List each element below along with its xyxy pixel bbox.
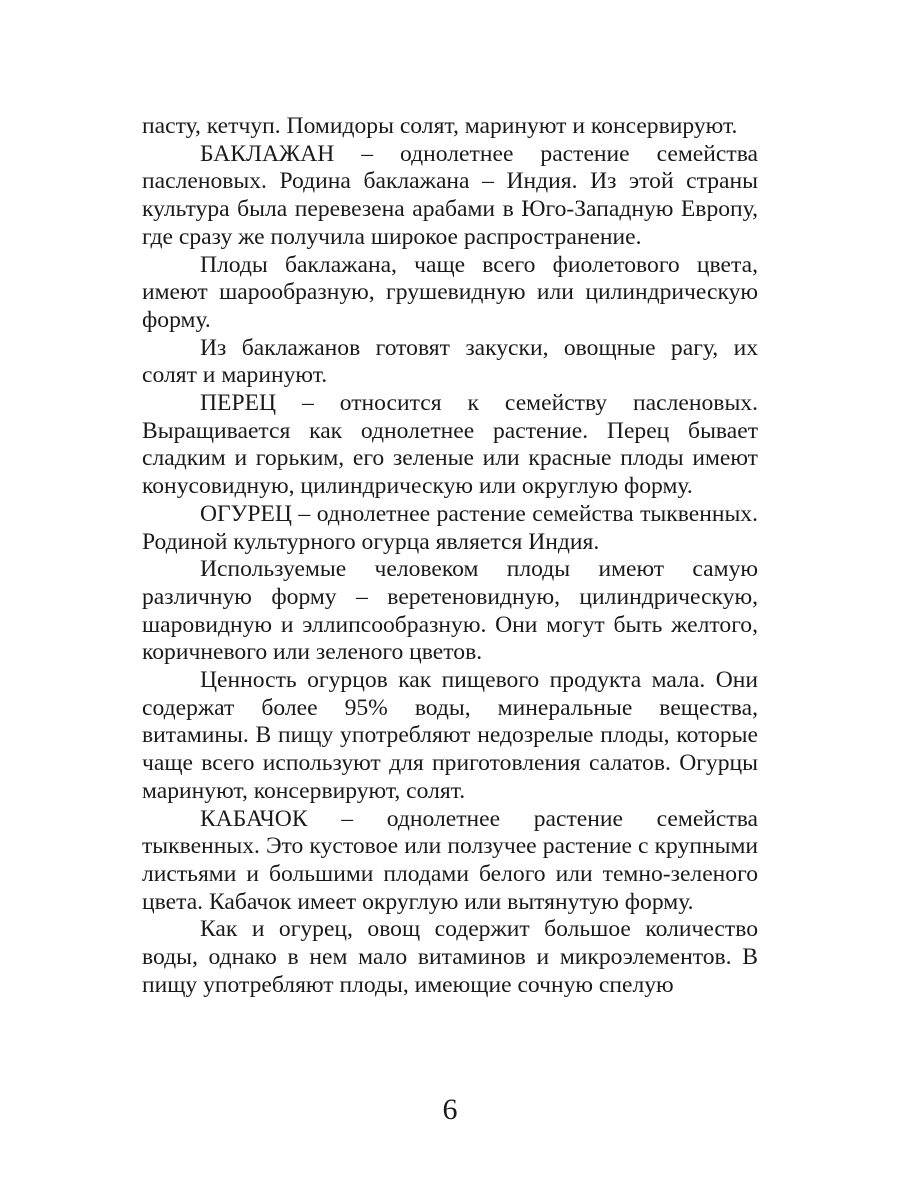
- paragraph-cucumber-value: Ценность огурцов как пищевого продукта мала. Они содержат более 95% воды, минеральные вещества, витамины. В пищу употребляют недозрелые плоды, которые чаще всего используют для приготовления салатов. Огурцы маринуют, консервируют, солят.: [142, 667, 758, 804]
- paragraph-continuation: пасту, кетчуп. Помидоры солят, маринуют и консервируют.: [142, 113, 738, 139]
- paragraph-eggplant-uses: Из баклажанов готовят закуски, овощные рагу, их солят и маринуют.: [142, 334, 758, 389]
- paragraph-zucchini-uses: Как и огурец, овощ содержит большое количество воды, однако в нем мало витаминов и микроэлементов. В пищу употребляют плоды, имеющие сочную спелую: [142, 916, 758, 998]
- paragraph-cucumber-fruit: Используемые человеком плоды имеют самую различную форму – веретеновидную, цилиндрическую, шаровидную и эллипсообразную. Они могут быть желтого, коричневого или зеленого цветов.: [142, 556, 758, 666]
- paragraph-pepper: ПЕРЕЦ – относится к семейству пасленовых. Выращивается как однолетнее растение. Перец бывает сладким и горьким, его зеленые или красные плоды имеют конусовидную, цилиндрическую или округлую форму.: [142, 390, 758, 500]
- paragraph-cucumber-intro: ОГУРЕЦ – однолетнее растение семейства тыквенных. Родиной культурного огурца является Индия.: [142, 500, 758, 555]
- paragraph-eggplant-intro: БАКЛАЖАН – однолетнее растение семейства пасленовых. Родина баклажана – Индия. Из этой страны культура была перевезена арабами в Юго-Западную Европу, где сразу же получила широкое распространение.: [142, 140, 758, 250]
- paragraph-zucchini-intro: КАБАЧОК – однолетнее растение семейства тыквенных. Это кустовое или ползучее растение с крупными листьями и большими плодами белого или темно-зеленого цвета. Кабачок имеет округлую или вытянутую форму.: [142, 805, 758, 915]
- page-number: 6: [442, 1093, 458, 1126]
- body-text: [142, 113, 758, 1000]
- paragraph-eggplant-fruit: Плоды баклажана, чаще всего фиолетового цвета, имеют шарообразную, грушевидную или цилиндрическую форму.: [142, 251, 758, 333]
